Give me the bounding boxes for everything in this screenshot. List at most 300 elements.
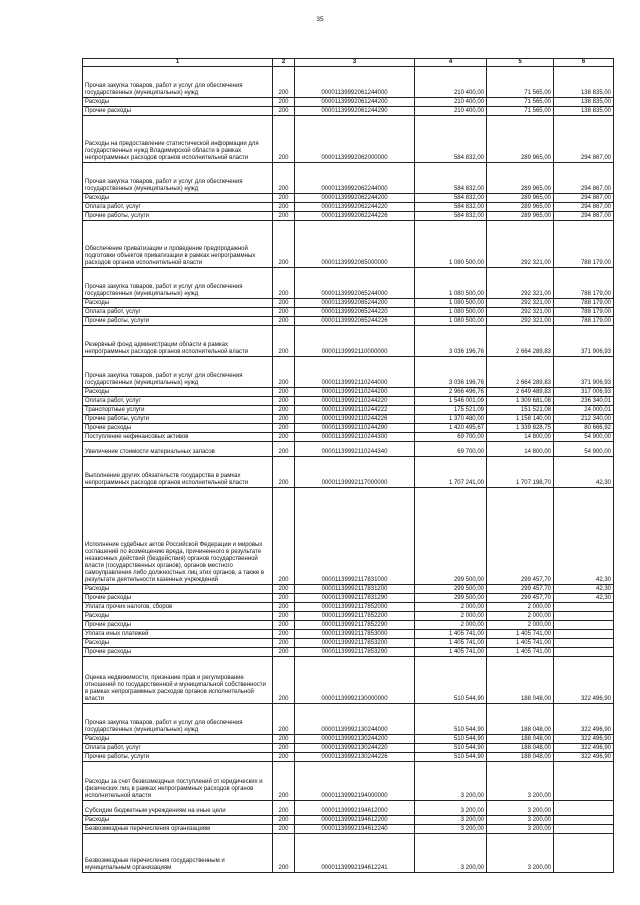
row-code: 200 [273, 816, 295, 825]
table-row [83, 704, 614, 735]
row-executed: 299 457,70 [487, 585, 554, 594]
row-description: Расходы [83, 816, 273, 825]
table-row [83, 585, 614, 594]
row-remaining: 54 900,00 [554, 442, 614, 457]
row-description: Уплата прочих налогов, сборов [83, 603, 273, 612]
row-remaining: 322 496,90 [554, 744, 614, 753]
row-account-code: 00001139992061244200 [295, 98, 415, 107]
row-executed: 71 565,00 [487, 67, 554, 98]
row-description: Прочая закупка товаров, работ и услуг для обеспечения государственных (муниципальных) нужд [83, 357, 273, 388]
page-number: 35 [316, 16, 324, 23]
row-planned: 69 700,00 [415, 442, 487, 457]
row-planned: 510 544,90 [415, 753, 487, 762]
table-row [83, 630, 614, 639]
table-row [83, 603, 614, 612]
row-code: 200 [273, 203, 295, 212]
row-account-code: 00001139992117852000 [295, 603, 415, 612]
table-row [83, 203, 614, 212]
row-remaining [554, 648, 614, 657]
row-planned: 1 405 741,00 [415, 639, 487, 648]
row-code: 200 [273, 388, 295, 397]
row-executed: 188 048,00 [487, 704, 554, 735]
table-row [83, 397, 614, 406]
table-row [83, 299, 614, 308]
row-description: Оплата работ, услуг [83, 308, 273, 317]
row-code: 200 [273, 268, 295, 299]
row-account-code: 00001139992117831290 [295, 594, 415, 603]
row-code: 200 [273, 317, 295, 326]
row-executed: 289 965,00 [487, 194, 554, 203]
row-description: Прочая закупка товаров, работ и услуг для обеспечения государственных (муниципальных) нужд [83, 67, 273, 98]
row-description: Прочие расходы [83, 621, 273, 630]
row-executed: 292 321,00 [487, 221, 554, 268]
row-planned: 1 080 500,00 [415, 299, 487, 308]
row-code: 200 [273, 457, 295, 488]
row-account-code: 00001139992117831200 [295, 585, 415, 594]
row-remaining: 371 906,93 [554, 326, 614, 357]
row-account-code: 00001139992117853200 [295, 639, 415, 648]
row-remaining: 54 900,00 [554, 433, 614, 442]
row-code: 200 [273, 704, 295, 735]
row-executed: 2 000,00 [487, 603, 554, 612]
row-executed: 289 965,00 [487, 116, 554, 163]
table-row [83, 388, 614, 397]
row-description: Прочие работы, услуги [83, 753, 273, 762]
row-remaining [554, 801, 614, 816]
row-executed: 3 200,00 [487, 825, 554, 834]
row-code: 200 [273, 308, 295, 317]
row-executed: 299 457,70 [487, 488, 554, 585]
row-planned: 584 832,00 [415, 212, 487, 221]
row-account-code: 00001139992065244000 [295, 268, 415, 299]
row-executed: 3 200,00 [487, 801, 554, 816]
row-code: 200 [273, 212, 295, 221]
row-account-code: 00001139992062244200 [295, 194, 415, 203]
row-planned: 2 000,00 [415, 603, 487, 612]
row-planned: 1 707 241,00 [415, 457, 487, 488]
row-description: Прочие расходы [83, 648, 273, 657]
row-code: 200 [273, 415, 295, 424]
row-code: 200 [273, 488, 295, 585]
row-description: Расходы [83, 299, 273, 308]
row-description: Выполнение других обязательств государства в рамках непрограммных расходов органов исполнительной власти [83, 457, 273, 488]
table-row [83, 116, 614, 163]
row-executed: 1 309 681,08 [487, 397, 554, 406]
row-description: Расходы [83, 639, 273, 648]
row-account-code: 00001139992130244000 [295, 704, 415, 735]
table-row [83, 308, 614, 317]
table-row [83, 212, 614, 221]
table-row [83, 753, 614, 762]
header-cell: 6 [554, 59, 614, 67]
table-row [83, 488, 614, 585]
row-executed: 71 565,00 [487, 107, 554, 116]
header-cell: 4 [415, 59, 487, 67]
row-account-code: 00001139992130244226 [295, 753, 415, 762]
row-account-code: 00001139992110244226 [295, 415, 415, 424]
row-executed: 1 707 198,70 [487, 457, 554, 488]
row-planned: 1 080 500,00 [415, 317, 487, 326]
row-executed: 1 405 741,00 [487, 639, 554, 648]
row-planned: 3 036 196,76 [415, 357, 487, 388]
row-remaining: 322 496,90 [554, 657, 614, 704]
row-remaining: 322 496,90 [554, 704, 614, 735]
budget-table [82, 58, 614, 873]
row-executed: 1 158 140,00 [487, 415, 554, 424]
row-account-code: 00001139992065000000 [295, 221, 415, 268]
table-row [83, 621, 614, 630]
row-remaining: 788 179,00 [554, 308, 614, 317]
row-description: Уплата иных платежей [83, 630, 273, 639]
row-description: Прочие расходы [83, 594, 273, 603]
row-account-code: 00001139992194612240 [295, 825, 415, 834]
table-row [83, 442, 614, 457]
row-executed: 1 405 741,00 [487, 648, 554, 657]
row-remaining: 236 340,01 [554, 397, 614, 406]
row-description: Оплата работ, услуг [83, 397, 273, 406]
row-account-code: 00001139992065244200 [295, 299, 415, 308]
row-account-code: 00001139992062000000 [295, 116, 415, 163]
row-description: Прочая закупка товаров, работ и услуг для обеспечения государственных (муниципальных) нужд [83, 163, 273, 194]
row-executed: 2 000,00 [487, 621, 554, 630]
row-account-code: 00001139992130244200 [295, 735, 415, 744]
row-description: Расходы за счет безвозмездных поступлений от юридических и физических лиц в рамках непрограммных расходов органов исполнительной власти [83, 762, 273, 801]
row-planned: 3 200,00 [415, 762, 487, 801]
row-description: Прочие расходы [83, 107, 273, 116]
row-account-code: 00001139992117852200 [295, 612, 415, 621]
row-executed: 3 200,00 [487, 816, 554, 825]
row-description: Транспортные услуги [83, 406, 273, 415]
row-code: 200 [273, 834, 295, 873]
row-remaining: 294 867,00 [554, 194, 614, 203]
row-planned: 1 405 741,00 [415, 630, 487, 639]
row-remaining: 80 666,92 [554, 424, 614, 433]
row-description: Расходы [83, 388, 273, 397]
row-description: Безвозмездные перечисления государственным и муниципальным организациям [83, 834, 273, 873]
row-planned: 510 544,90 [415, 704, 487, 735]
table-row [83, 268, 614, 299]
row-account-code: 00001139992117853000 [295, 630, 415, 639]
row-executed: 2 000,00 [487, 612, 554, 621]
row-planned: 299 500,00 [415, 585, 487, 594]
row-executed: 292 321,00 [487, 317, 554, 326]
row-description: Расходы [83, 585, 273, 594]
row-account-code: 00001139992110244300 [295, 433, 415, 442]
table-row [83, 594, 614, 603]
row-planned: 510 544,90 [415, 744, 487, 753]
row-description: Прочая закупка товаров, работ и услуг для обеспечения государственных (муниципальных) нужд [83, 704, 273, 735]
row-remaining: 788 179,00 [554, 221, 614, 268]
row-remaining: 294 867,00 [554, 212, 614, 221]
table-row [83, 648, 614, 657]
row-executed: 188 048,00 [487, 753, 554, 762]
row-remaining: 294 867,00 [554, 163, 614, 194]
table-row [83, 744, 614, 753]
row-remaining: 788 179,00 [554, 317, 614, 326]
row-remaining [554, 762, 614, 801]
row-description: Резервный фонд администрации области в рамках непрограммных расходов органов исполнительной власти [83, 326, 273, 357]
table-row [83, 612, 614, 621]
row-planned: 584 832,00 [415, 194, 487, 203]
row-description: Расходы [83, 612, 273, 621]
row-planned: 299 500,00 [415, 594, 487, 603]
row-executed: 188 048,00 [487, 735, 554, 744]
row-account-code: 00001139992110244340 [295, 442, 415, 457]
row-code: 200 [273, 433, 295, 442]
row-description: Расходы [83, 194, 273, 203]
row-executed: 289 965,00 [487, 163, 554, 194]
row-planned: 1 405 741,00 [415, 648, 487, 657]
row-code: 200 [273, 594, 295, 603]
row-executed: 289 965,00 [487, 203, 554, 212]
row-planned: 69 700,00 [415, 433, 487, 442]
row-planned: 1 370 480,00 [415, 415, 487, 424]
table-row [83, 825, 614, 834]
row-remaining: 42,30 [554, 585, 614, 594]
row-description: Обеспечение приватизации и проведение предпродажной подготовки объектов приватизации в рамках непрограммных расходов органов исполнительной власти [83, 221, 273, 268]
table-row [83, 657, 614, 704]
row-account-code: 00001139992110244222 [295, 406, 415, 415]
row-remaining: 138 835,00 [554, 107, 614, 116]
row-planned: 3 200,00 [415, 825, 487, 834]
row-planned: 1 546 001,09 [415, 397, 487, 406]
row-planned: 210 400,00 [415, 98, 487, 107]
table-row [83, 816, 614, 825]
row-executed: 188 048,00 [487, 744, 554, 753]
row-description: Прочие работы, услуги [83, 212, 273, 221]
row-remaining [554, 621, 614, 630]
row-account-code: 00001139992061244000 [295, 67, 415, 98]
row-remaining: 294 867,00 [554, 203, 614, 212]
table-row [83, 834, 614, 873]
table-row [83, 163, 614, 194]
row-code: 200 [273, 648, 295, 657]
row-remaining [554, 639, 614, 648]
table-row [83, 67, 614, 98]
row-remaining: 42,30 [554, 488, 614, 585]
row-code: 200 [273, 424, 295, 433]
row-remaining: 138 835,00 [554, 67, 614, 98]
row-code: 200 [273, 762, 295, 801]
table-row [83, 317, 614, 326]
table-row [83, 801, 614, 816]
row-planned: 584 832,00 [415, 203, 487, 212]
row-planned: 510 544,90 [415, 657, 487, 704]
row-remaining [554, 834, 614, 873]
row-account-code: 00001139992110244200 [295, 388, 415, 397]
row-code: 200 [273, 744, 295, 753]
row-remaining: 322 496,90 [554, 753, 614, 762]
row-executed: 2 664 289,83 [487, 357, 554, 388]
row-code: 200 [273, 194, 295, 203]
row-planned: 175 521,09 [415, 406, 487, 415]
row-remaining: 294 867,00 [554, 116, 614, 163]
row-planned: 584 832,00 [415, 116, 487, 163]
header-cell: 1 [83, 59, 273, 67]
row-description: Расходы [83, 735, 273, 744]
row-remaining: 788 179,00 [554, 268, 614, 299]
table-row [83, 639, 614, 648]
row-description: Субсидии бюджетным учреждениям на иные цели [83, 801, 273, 816]
row-executed: 188 048,00 [487, 657, 554, 704]
row-executed: 2 649 489,83 [487, 388, 554, 397]
row-code: 200 [273, 299, 295, 308]
row-remaining: 212 340,00 [554, 415, 614, 424]
row-account-code: 00001139992065244220 [295, 308, 415, 317]
row-planned: 2 000,00 [415, 621, 487, 630]
row-code: 200 [273, 639, 295, 648]
row-account-code: 00001139992130244220 [295, 744, 415, 753]
row-code: 200 [273, 753, 295, 762]
row-remaining: 317 006,93 [554, 388, 614, 397]
row-code: 200 [273, 442, 295, 457]
row-planned: 210 400,00 [415, 67, 487, 98]
row-remaining: 788 179,00 [554, 299, 614, 308]
row-executed: 3 200,00 [487, 762, 554, 801]
header-cell: 2 [273, 59, 295, 67]
row-code: 200 [273, 603, 295, 612]
row-account-code: 00001139992117831000 [295, 488, 415, 585]
row-account-code: 00001139992194000000 [295, 762, 415, 801]
row-planned: 1 080 500,00 [415, 308, 487, 317]
row-executed: 14 800,00 [487, 433, 554, 442]
table-row [83, 326, 614, 357]
row-executed: 14 800,00 [487, 442, 554, 457]
row-code: 200 [273, 621, 295, 630]
row-account-code: 00001139992061244290 [295, 107, 415, 116]
row-executed: 289 965,00 [487, 212, 554, 221]
row-description: Поступление нефинансовых активов [83, 433, 273, 442]
row-description: Исполнение судебных актов Российской Федерации и мировых соглашений по возмещению вреда, причиненного в результате незаконных действий (бездействия) органов государственной власти (государственных органов), органов местного самоуправления либо должностных лиц этих органов, а также в результате деятельности казенных учреждений [83, 488, 273, 585]
row-account-code: 00001139992117852290 [295, 621, 415, 630]
row-planned: 1 420 495,67 [415, 424, 487, 433]
row-remaining [554, 825, 614, 834]
row-executed: 2 664 289,83 [487, 326, 554, 357]
row-remaining: 42,30 [554, 457, 614, 488]
row-planned: 3 200,00 [415, 816, 487, 825]
row-executed: 3 200,00 [487, 834, 554, 873]
row-code: 200 [273, 67, 295, 98]
row-description: Оценка недвижимости, признание прав и регулирование отношений по государственной и муниципальной собственности в рамках непрограммных расходов органов исполнительной власти [83, 657, 273, 704]
row-code: 200 [273, 221, 295, 268]
header-cell: 5 [487, 59, 554, 67]
row-code: 200 [273, 406, 295, 415]
row-account-code: 00001139992062244000 [295, 163, 415, 194]
row-description: Прочие расходы [83, 424, 273, 433]
row-code: 200 [273, 326, 295, 357]
row-planned: 2 966 496,76 [415, 388, 487, 397]
row-executed: 292 321,00 [487, 299, 554, 308]
table-row [83, 415, 614, 424]
row-code: 200 [273, 630, 295, 639]
row-code: 200 [273, 825, 295, 834]
row-account-code: 00001139992194612200 [295, 816, 415, 825]
row-executed: 1 339 828,75 [487, 424, 554, 433]
row-account-code: 00001139992062244220 [295, 203, 415, 212]
row-code: 200 [273, 801, 295, 816]
row-planned: 210 400,00 [415, 107, 487, 116]
row-planned: 3 200,00 [415, 801, 487, 816]
row-executed: 71 565,00 [487, 98, 554, 107]
row-remaining: 138 835,00 [554, 98, 614, 107]
row-description: Прочие работы, услуги [83, 415, 273, 424]
row-executed: 299 457,70 [487, 594, 554, 603]
row-description: Оплата работ, услуг [83, 744, 273, 753]
row-account-code: 00001139992110244220 [295, 397, 415, 406]
header-cell: 3 [295, 59, 415, 67]
row-account-code: 00001139992062244226 [295, 212, 415, 221]
row-remaining [554, 630, 614, 639]
row-code: 200 [273, 163, 295, 194]
table-row [83, 194, 614, 203]
table-row [83, 433, 614, 442]
row-code: 200 [273, 735, 295, 744]
table-row [83, 221, 614, 268]
table-row [83, 762, 614, 801]
row-account-code: 00001139992194612241 [295, 834, 415, 873]
row-planned: 3 036 196,76 [415, 326, 487, 357]
row-account-code: 00001139992110000000 [295, 326, 415, 357]
row-account-code: 00001139992110244290 [295, 424, 415, 433]
row-description: Оплата работ, услуг [83, 203, 273, 212]
table-row [83, 98, 614, 107]
row-account-code: 00001139992117853290 [295, 648, 415, 657]
row-executed: 292 321,00 [487, 268, 554, 299]
row-code: 200 [273, 107, 295, 116]
row-code: 200 [273, 397, 295, 406]
table-row [83, 735, 614, 744]
row-account-code: 00001139992110244000 [295, 357, 415, 388]
row-account-code: 00001139992065244226 [295, 317, 415, 326]
row-executed: 292 321,00 [487, 308, 554, 317]
row-remaining: 371 906,93 [554, 357, 614, 388]
row-remaining [554, 603, 614, 612]
row-code: 200 [273, 116, 295, 163]
row-code: 200 [273, 612, 295, 621]
row-description: Прочие работы, услуги [83, 317, 273, 326]
row-code: 200 [273, 585, 295, 594]
row-planned: 3 200,00 [415, 834, 487, 873]
row-description: Увеличение стоимости материальных запасов [83, 442, 273, 457]
row-code: 200 [273, 357, 295, 388]
row-planned: 1 080 500,00 [415, 221, 487, 268]
row-account-code: 00001139992117000000 [295, 457, 415, 488]
row-remaining: 42,30 [554, 594, 614, 603]
row-description: Расходы [83, 98, 273, 107]
row-account-code: 00001139992194612000 [295, 801, 415, 816]
row-executed: 151 521,08 [487, 406, 554, 415]
row-description: Безвозмездные перечисления организациям [83, 825, 273, 834]
table-row [83, 107, 614, 116]
row-remaining: 24 000,01 [554, 406, 614, 415]
table-row [83, 357, 614, 388]
row-description: Расходы на предоставление статистической информации для государственных нужд Владимирской области в рамках непрограммных расходов органов исполнительной власти [83, 116, 273, 163]
table-row [83, 457, 614, 488]
row-description: Прочая закупка товаров, работ и услуг для обеспечения государственных (муниципальных) нужд [83, 268, 273, 299]
row-planned: 1 080 500,00 [415, 268, 487, 299]
row-planned: 510 544,90 [415, 735, 487, 744]
row-remaining [554, 816, 614, 825]
row-code: 200 [273, 657, 295, 704]
row-remaining [554, 612, 614, 621]
row-remaining: 322 496,90 [554, 735, 614, 744]
row-planned: 584 832,00 [415, 163, 487, 194]
row-planned: 299 500,00 [415, 488, 487, 585]
table-row [83, 424, 614, 433]
row-executed: 1 405 741,00 [487, 630, 554, 639]
row-planned: 2 000,00 [415, 612, 487, 621]
table-header [83, 59, 614, 67]
